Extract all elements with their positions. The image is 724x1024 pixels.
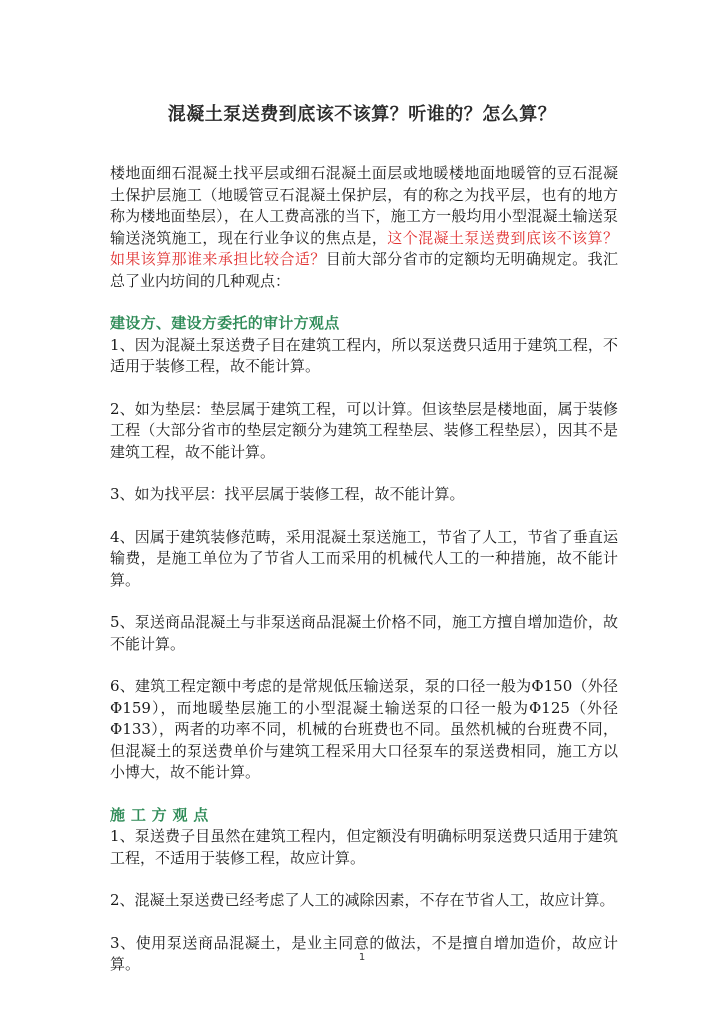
intro-text: 楼地面细石混凝土找平层或细石混凝土面层或地暖楼地面地暖管的豆石混凝土保护层施工（地暖管豆石混凝土保护层，有的称之为找平层，也有的地方称为楼地面垫层），在人工费高涨的当下，施工方一般均用小型混凝土输送泵输送浇筑施工，现在行业争议的焦点是， xyxy=(110,164,618,247)
list-item: 3、如为找平层：找平层属于装修工程，故不能计算。 xyxy=(110,485,465,503)
page-number: 1 xyxy=(358,952,366,963)
intro-highlight: 这个混凝土泵送费到底该不该算？如果该算那谁来承担比较合适？ xyxy=(110,228,618,268)
list-item: 3、使用泵送商品混凝土，是业主同意的做法，不是擅自增加造价，故应计算。 xyxy=(110,933,618,973)
section-heading-owner: 建设方、建设方委托的审计方观点 xyxy=(110,314,340,332)
list-item: 2、如为垫层：垫层属于建筑工程，可以计算。但该垫层是楼地面，属于装修工程（大部分省市的垫层定额分为建筑工程垫层、装修工程垫层），因其不是建筑工程，故不能计算。 xyxy=(110,399,618,461)
list-item: 1、因为混凝土泵送费子目在建筑工程内，所以泵送费只适用于建筑工程，不适用于装修工程，故不能计算。 xyxy=(110,335,618,375)
list-item: 5、泵送商品混凝土与非泵送商品混凝土价格不同，施工方擅自增加造价，故不能计算。 xyxy=(110,613,618,653)
intro-text-end: 目前大部分省市的定额均无明确规定。我汇总了业内坊间的几种观点： xyxy=(110,250,618,290)
list-item: 1、泵送费子目虽然在建筑工程内，但定额没有明确标明泵送费只适用于建筑工程，不适用于装修工程，故应计算。 xyxy=(110,827,618,867)
list-item: 6、建筑工程定额中考虑的是常规低压输送泵，泵的口径一般为Φ150（外径Φ159），而地暖垫层施工的小型混凝土输送泵的口径一般为Φ125（外径Φ133），两者的功率不同，机械的台班费也不同。虽然机械的台班费不同，但混凝土的泵送费单价与建筑工程采用大口径泵车的泵送费相同，施工方以小博大，故不能计算。 xyxy=(110,677,618,781)
intro-paragraph xyxy=(110,163,618,292)
document-body xyxy=(110,163,618,976)
list-item: 2、混凝土泵送费已经考虑了人工的减除因素，不存在节省人工，故应计算。 xyxy=(110,891,615,909)
document-title: 混凝土泵送费到底该不该算？听谁的？怎么算？ xyxy=(167,104,557,125)
list-item: 4、因属于建筑装修范畴，采用混凝土泵送施工，节省了人工，节省了垂直运输费，是施工单位为了节省人工而采用的机械代人工的一种措施，故不能计算。 xyxy=(110,527,618,589)
section-heading-contractor: 施 工 方 观 点 xyxy=(110,805,209,824)
